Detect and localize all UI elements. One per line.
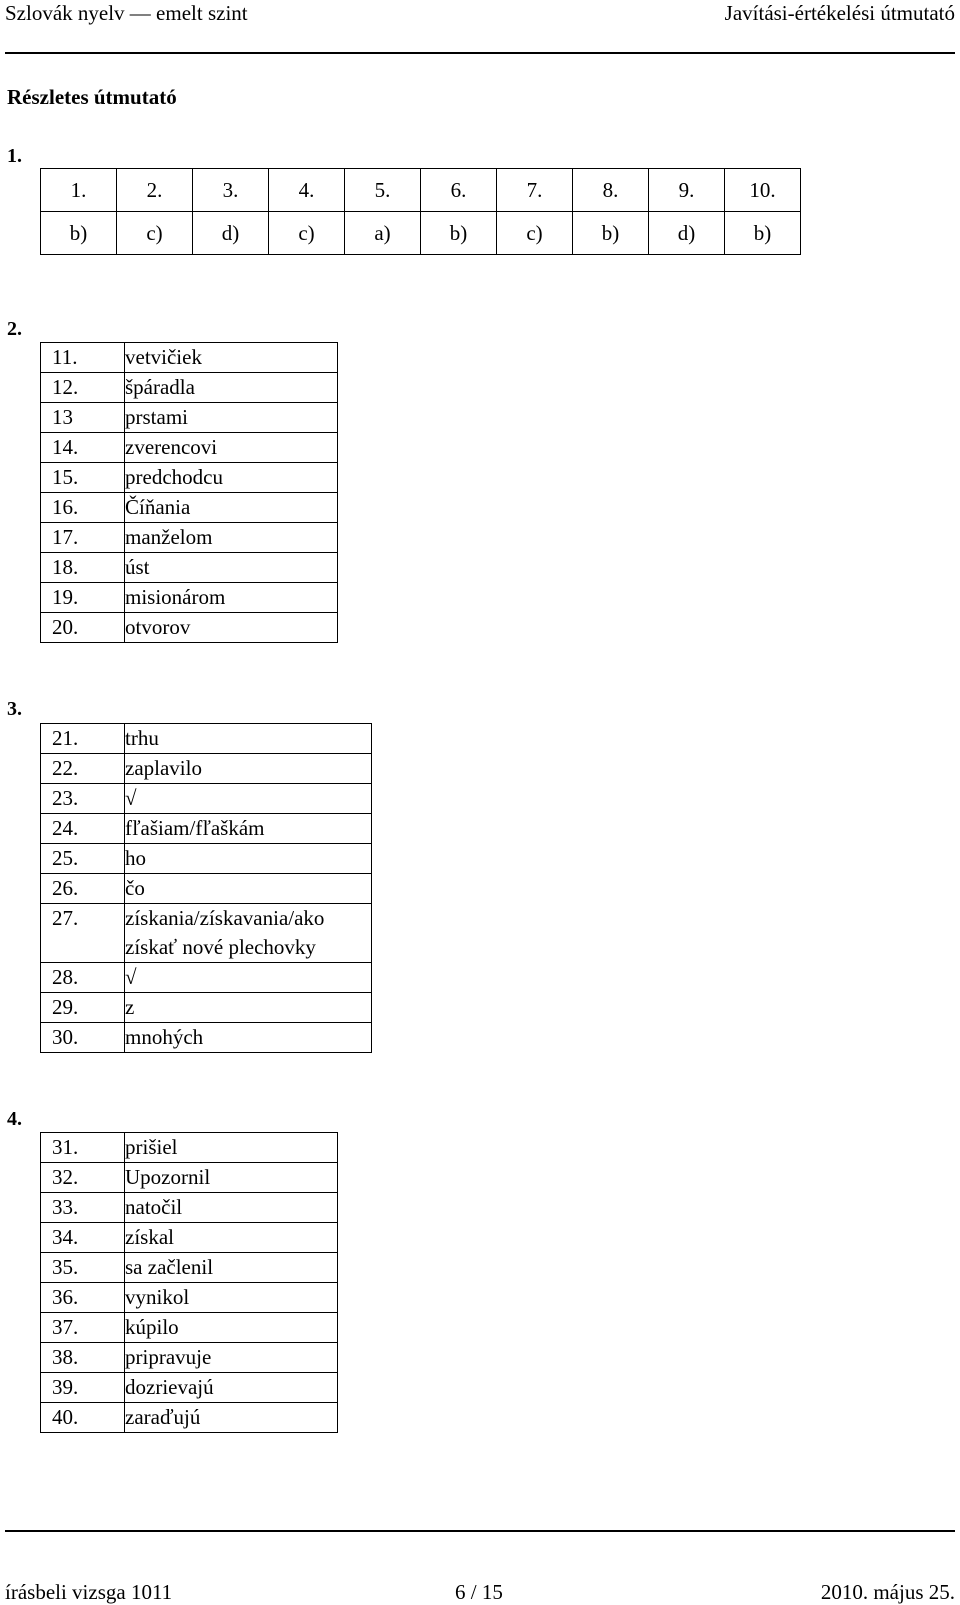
item-number: 31. bbox=[41, 1133, 125, 1163]
section-4-number: 4. bbox=[7, 1108, 22, 1130]
table-row bbox=[41, 1373, 338, 1403]
item-answer: zaplavilo bbox=[125, 754, 372, 784]
item-number: 17. bbox=[41, 523, 125, 553]
item-answer: trhu bbox=[125, 724, 372, 754]
item-number: 12. bbox=[41, 373, 125, 403]
table-row bbox=[41, 1023, 372, 1053]
table-row bbox=[41, 433, 338, 463]
table-cell: b) bbox=[421, 212, 497, 255]
item-answer: otvorov bbox=[125, 613, 338, 643]
table-cell: b) bbox=[725, 212, 801, 255]
table-cell: 8. bbox=[573, 169, 649, 212]
item-answer: vetvičiek bbox=[125, 343, 338, 373]
item-answer: zaraďujú bbox=[125, 1403, 338, 1433]
item-number: 34. bbox=[41, 1223, 125, 1253]
item-number: 21. bbox=[41, 724, 125, 754]
item-answer: špáradla bbox=[125, 373, 338, 403]
table-cell: 2. bbox=[117, 169, 193, 212]
item-number: 19. bbox=[41, 583, 125, 613]
table-cell: c) bbox=[117, 212, 193, 255]
item-number: 22. bbox=[41, 754, 125, 784]
page-footer bbox=[5, 1530, 955, 1602]
table-row bbox=[41, 373, 338, 403]
item-answer bbox=[125, 904, 372, 963]
table-row bbox=[41, 343, 338, 373]
table-row bbox=[41, 1403, 338, 1433]
table-row bbox=[41, 993, 372, 1023]
table-row bbox=[41, 613, 338, 643]
item-number: 39. bbox=[41, 1373, 125, 1403]
item-number: 26. bbox=[41, 874, 125, 904]
table-row bbox=[41, 814, 372, 844]
table-cell: c) bbox=[497, 212, 573, 255]
table-row bbox=[41, 874, 372, 904]
table-cell: 10. bbox=[725, 169, 801, 212]
table-row bbox=[41, 1223, 338, 1253]
item-answer: čo bbox=[125, 874, 372, 904]
table-row bbox=[41, 1343, 338, 1373]
item-answer: misionárom bbox=[125, 583, 338, 613]
table-row bbox=[41, 463, 338, 493]
section-1-number: 1. bbox=[7, 145, 22, 167]
item-answer: zverencovi bbox=[125, 433, 338, 463]
page-title: Részletes útmutató bbox=[7, 85, 177, 109]
item-number: 37. bbox=[41, 1313, 125, 1343]
table-cell: 1. bbox=[41, 169, 117, 212]
item-answer: Číňania bbox=[125, 493, 338, 523]
item-number: 16. bbox=[41, 493, 125, 523]
table-row bbox=[41, 493, 338, 523]
item-number: 38. bbox=[41, 1343, 125, 1373]
table-row bbox=[41, 1193, 338, 1223]
item-answer-line-1: získania/získavania/ako bbox=[125, 906, 325, 930]
item-number: 24. bbox=[41, 814, 125, 844]
item-number: 28. bbox=[41, 963, 125, 993]
item-answer: získal bbox=[125, 1223, 338, 1253]
table-row bbox=[41, 583, 338, 613]
table-row bbox=[41, 403, 338, 433]
item-number: 32. bbox=[41, 1163, 125, 1193]
table-row bbox=[41, 904, 372, 963]
table-cell: d) bbox=[193, 212, 269, 255]
item-answer: natočil bbox=[125, 1193, 338, 1223]
answer-key-table-2 bbox=[40, 342, 338, 643]
item-answer: √ bbox=[125, 963, 372, 993]
item-answer: úst bbox=[125, 553, 338, 583]
item-answer: prstami bbox=[125, 403, 338, 433]
table-row bbox=[41, 963, 372, 993]
table-cell: d) bbox=[649, 212, 725, 255]
item-number: 23. bbox=[41, 784, 125, 814]
item-answer: kúpilo bbox=[125, 1313, 338, 1343]
item-answer: mnohých bbox=[125, 1023, 372, 1053]
item-answer-line-2: získať nové plechovky bbox=[125, 935, 316, 959]
item-answer: Upozornil bbox=[125, 1163, 338, 1193]
item-answer: prišiel bbox=[125, 1133, 338, 1163]
table-cell: b) bbox=[573, 212, 649, 255]
item-answer: predchodcu bbox=[125, 463, 338, 493]
footer-page-number: 6 / 15 bbox=[455, 1580, 503, 1604]
item-number: 33. bbox=[41, 1193, 125, 1223]
item-number: 15. bbox=[41, 463, 125, 493]
item-number: 11. bbox=[41, 343, 125, 373]
table-row-numbers bbox=[41, 169, 801, 212]
item-number: 18. bbox=[41, 553, 125, 583]
item-number: 20. bbox=[41, 613, 125, 643]
item-answer: √ bbox=[125, 784, 372, 814]
table-row bbox=[41, 724, 372, 754]
table-cell: 7. bbox=[497, 169, 573, 212]
answer-key-table-1 bbox=[40, 168, 801, 255]
footer-date: 2010. május 25. bbox=[820, 1580, 955, 1604]
table-cell: 5. bbox=[345, 169, 421, 212]
table-cell: 6. bbox=[421, 169, 497, 212]
table-cell: 3. bbox=[193, 169, 269, 212]
item-answer: ho bbox=[125, 844, 372, 874]
table-cell: a) bbox=[345, 212, 421, 255]
table-cell: c) bbox=[269, 212, 345, 255]
table-row bbox=[41, 754, 372, 784]
table-row bbox=[41, 523, 338, 553]
answer-key-table-3 bbox=[40, 723, 372, 1053]
table-row bbox=[41, 784, 372, 814]
item-number: 13 bbox=[41, 403, 125, 433]
item-answer: vynikol bbox=[125, 1283, 338, 1313]
section-3-number: 3. bbox=[7, 698, 22, 720]
section-2-number: 2. bbox=[7, 318, 22, 340]
table-row bbox=[41, 1133, 338, 1163]
item-number: 27. bbox=[41, 904, 125, 963]
item-answer: z bbox=[125, 993, 372, 1023]
item-answer: dozrievajú bbox=[125, 1373, 338, 1403]
table-row bbox=[41, 553, 338, 583]
item-number: 25. bbox=[41, 844, 125, 874]
header-subject: Szlovák nyelv — emelt szint bbox=[5, 1, 248, 25]
item-number: 36. bbox=[41, 1283, 125, 1313]
item-number: 35. bbox=[41, 1253, 125, 1283]
item-answer: sa začlenil bbox=[125, 1253, 338, 1283]
table-row bbox=[41, 844, 372, 874]
answer-key-table-4 bbox=[40, 1132, 338, 1433]
table-row bbox=[41, 1313, 338, 1343]
item-number: 30. bbox=[41, 1023, 125, 1053]
item-answer: manželom bbox=[125, 523, 338, 553]
table-row bbox=[41, 1283, 338, 1313]
table-cell: b) bbox=[41, 212, 117, 255]
footer-exam-code: írásbeli vizsga 1011 bbox=[5, 1580, 173, 1604]
item-number: 29. bbox=[41, 993, 125, 1023]
header-doc-type: Javítási-értékelési útmutató bbox=[724, 1, 955, 25]
table-cell: 4. bbox=[269, 169, 345, 212]
table-row bbox=[41, 1253, 338, 1283]
item-answer: pripravuje bbox=[125, 1343, 338, 1373]
table-cell: 9. bbox=[649, 169, 725, 212]
item-number: 14. bbox=[41, 433, 125, 463]
page-header bbox=[5, 0, 955, 54]
table-row bbox=[41, 1163, 338, 1193]
table-row-answers bbox=[41, 212, 801, 255]
item-answer: fľašiam/fľaškám bbox=[125, 814, 372, 844]
item-number: 40. bbox=[41, 1403, 125, 1433]
